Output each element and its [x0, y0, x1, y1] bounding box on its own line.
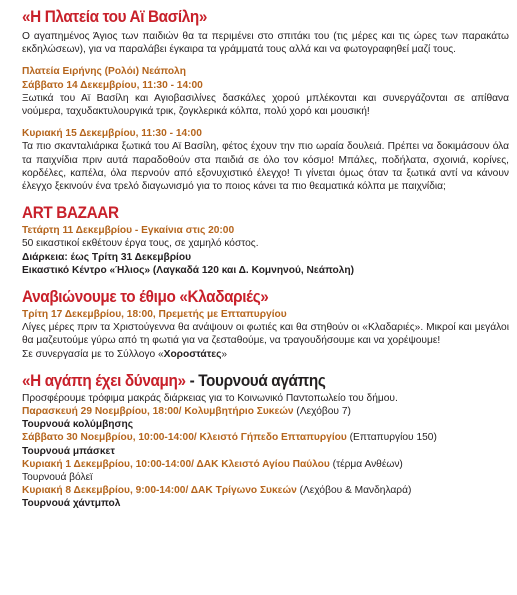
section-intro: Προσφέρουμε τρόφιμα μακράς διάρκειας για το Κοινωνικό Παντοπωλείο του δήμου. [22, 392, 398, 404]
tournament-date [22, 405, 509, 418]
tournament-address: (Λεχόβου 7) [293, 406, 351, 418]
tournament-address: (Λεχόβου & Μανδηλαρά) [296, 485, 412, 497]
event-description: Τα πιο σκανταλιάρικα ξωτικά του Αϊ Βασίλη, φέτος έχουν την πιο ωραία δουλειά. Πρέπει να δοκιμάσουν όλα τα παιχνίδια πριν αυτά παραδοθούν στα παιδιά σε όλο τον κόσμο! Μπάλες, ποδήλατα, σχοινιά, κορίνες, κορδέλες, καπέλα, όλα περνούν από εξονυχιστικό έλεγχο! Τι γίνεται όμως όταν τα ξωτικά αντί να κάνουν έλεγχο ξεκινούν ένα τρελό διαγωνισμό για το ποιος κάνει τα πιο θεαματικά κόλπα με παιχνίδια; [22, 141, 509, 193]
section-title-art-bazaar: ART BAZAAR [22, 203, 119, 223]
tournament-date-text: Κυριακή 8 Δεκεμβρίου, 9:00-14:00/ ΔΑΚ Τρίγωνο Συκεών [22, 485, 297, 497]
event-description: Ξωτικά του Αϊ Βασίλη και Αγιοβασιλίνες δασκάλες χορού μπλέκονται και συνεργάζονται σε απίθανα νούμερα, ταχυδακτυλουργικά τρικ, ζογκλερικά κόλπα, πολύ χορό και μουσική! [22, 92, 509, 118]
tournament-sport: Τουρνουά κολύμβησης [22, 419, 134, 431]
event-place: Πλατεία Ειρήνης (Ρολόι) Νεάπολη [22, 66, 186, 78]
cooperation-prefix: Σε συνεργασία με το Σύλλογο « [22, 348, 164, 360]
section-title-santa-square: «Η Πλατεία του Αϊ Βασίλη» [22, 7, 208, 26]
event-description: 50 εικαστικοί εκθέτουν έργα τους, σε χαμηλό κόστος. [22, 238, 259, 250]
tournament-date-text: Κυριακή 1 Δεκεμβρίου, 10:00-14:00/ ΔΑΚ Κλειστό Αγίου Παύλου [22, 458, 330, 470]
tournament-date-text: Σάββατο 30 Νοεμβρίου, 10:00-14:00/ Κλειστό Γήπεδο Επταπυργίου [22, 432, 347, 444]
cooperation-partner: Χοροστάτες [163, 348, 222, 360]
tournament-address: (Επταπυργίου 150) [346, 432, 437, 444]
title-highlight: «Η αγάπη έχει δύναμη» [22, 370, 186, 390]
tournament-date [22, 431, 509, 444]
event-venue: Εικαστικό Κέντρο «Ήλιος» (Λαγκαδά 120 και Δ. Κομνηνού, Νεάπολη) [22, 264, 355, 276]
section-intro: Ο αγαπημένος Άγιος των παιδιών θα τα περιμένει στο σπιτάκι του (τις μέρες και τις ώρες των παρακάτω εκδηλώσεων), για να παραλάβει έγκαιρα τα γράμματά τους αλλά και να φωτογραφηθεί μαζί τους. [22, 31, 509, 56]
tournament-date [22, 484, 509, 497]
event-date: Σάββατο 14 Δεκεμβρίου, 11:30 - 14:00 [22, 79, 203, 91]
event-description: Λίγες μέρες πριν τα Χριστούγεννα θα ανάψουν οι φωτιές και θα στηθούν οι «Κλαδαριές». Μικροί και μεγάλοι θα μαζευτούμε γύρω από τη φωτιά για να ζεσταθούμε, να τραγουδήσουμε και να χορέψουμε! [22, 322, 509, 347]
tournament-address: (τέρμα Ανθέων) [329, 458, 403, 470]
tournament-sport: Τουρνουά χάντμπολ [22, 498, 121, 510]
tournament-sport: Τουρνουά μπάσκετ [22, 445, 115, 457]
tournament-sport: Τουρνουά βόλεϊ [22, 472, 93, 484]
event-date: Τρίτη 17 Δεκεμβρίου, 18:00, Πρεμετής με Επταπυργίου [22, 309, 287, 321]
event-date: Κυριακή 15 Δεκεμβρίου, 11:30 - 14:00 [22, 128, 202, 140]
tournament-date-text: Παρασκευή 29 Νοεμβρίου, 18:00/ Κολυμβητήριο Συκεών [22, 406, 294, 418]
section-title-kladaries: Αναβιώνουμε το έθιμο «Κλαδαριές» [22, 287, 269, 307]
cooperation-suffix: » [221, 348, 228, 360]
event-date: Τετάρτη 11 Δεκεμβρίου - Εγκαίνια στις 20:00 [22, 225, 235, 237]
event-duration: Διάρκεια: έως Τρίτη 31 Δεκεμβρίου [22, 251, 192, 263]
tournament-date [22, 458, 509, 471]
section-title-love-tournament [22, 370, 460, 391]
title-rest: - Τουρνουά αγάπης [185, 370, 326, 390]
event-cooperation [22, 348, 509, 361]
